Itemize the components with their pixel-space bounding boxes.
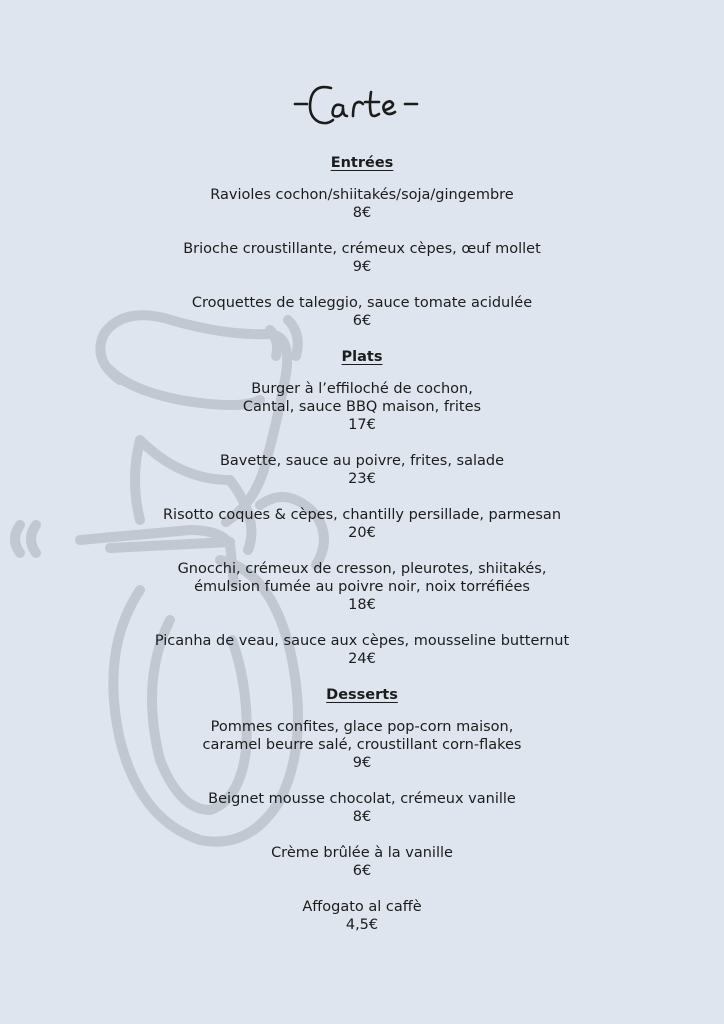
menu-item	[0, 790, 724, 826]
menu-item	[0, 240, 724, 276]
item-description: Picanha de veau, sauce aux cèpes, mousseline butternut	[154, 633, 570, 649]
section-title: Desserts	[326, 687, 398, 703]
item-description: Bavette, sauce au poivre, frites, salade	[219, 453, 505, 469]
section-title: Entrées	[330, 155, 394, 171]
item-price: 9€	[352, 755, 372, 771]
section-plats	[0, 348, 724, 668]
item-price: 18€	[348, 597, 376, 613]
menu	[0, 154, 724, 952]
section-desserts	[0, 686, 724, 934]
menu-item	[0, 380, 724, 434]
item-description: Affogato al caffè	[302, 899, 422, 915]
menu-item	[0, 718, 724, 772]
item-description: Brioche croustillante, crémeux cèpes, œuf mollet	[183, 241, 541, 257]
item-description: Cantal, sauce BBQ maison, frites	[242, 399, 482, 415]
item-price: 6€	[352, 863, 372, 879]
item-description: Burger à l’effiloché de cochon,	[251, 381, 473, 397]
item-description: Risotto coques & cèpes, chantilly persillade, parmesan	[162, 507, 562, 523]
item-description: Beignet mousse chocolat, crémeux vanille	[208, 791, 516, 807]
item-price: 20€	[348, 525, 376, 541]
section-entrees	[0, 154, 724, 330]
menu-item	[0, 560, 724, 614]
menu-item	[0, 294, 724, 330]
item-price: 17€	[348, 417, 376, 433]
item-description: caramel beurre salé, croustillant corn-flakes	[202, 737, 522, 753]
item-description: émulsion fumée au poivre noir, noix torréfiées	[194, 579, 530, 595]
item-price: 8€	[352, 205, 372, 221]
item-description: Pommes confites, glace pop-corn maison,	[210, 719, 514, 735]
section-title: Plats	[341, 349, 383, 365]
item-description: Croquettes de taleggio, sauce tomate acidulée	[191, 295, 533, 311]
item-price: 24€	[348, 651, 376, 667]
item-price: 6€	[352, 313, 372, 329]
item-price: 8€	[352, 809, 372, 825]
menu-title	[0, 70, 724, 134]
carte-logo	[287, 70, 437, 134]
menu-item	[0, 632, 724, 668]
menu-item	[0, 452, 724, 488]
item-price: 9€	[352, 259, 372, 275]
menu-item	[0, 506, 724, 542]
menu-item	[0, 898, 724, 934]
menu-item	[0, 186, 724, 222]
item-price: 23€	[348, 471, 376, 487]
item-description: Gnocchi, crémeux de cresson, pleurotes, shiitakés,	[177, 561, 547, 577]
item-description: Crème brûlée à la vanille	[271, 845, 453, 861]
menu-item	[0, 844, 724, 880]
item-price: 4,5€	[345, 917, 379, 933]
item-description: Ravioles cochon/shiitakés/soja/gingembre	[210, 187, 514, 203]
